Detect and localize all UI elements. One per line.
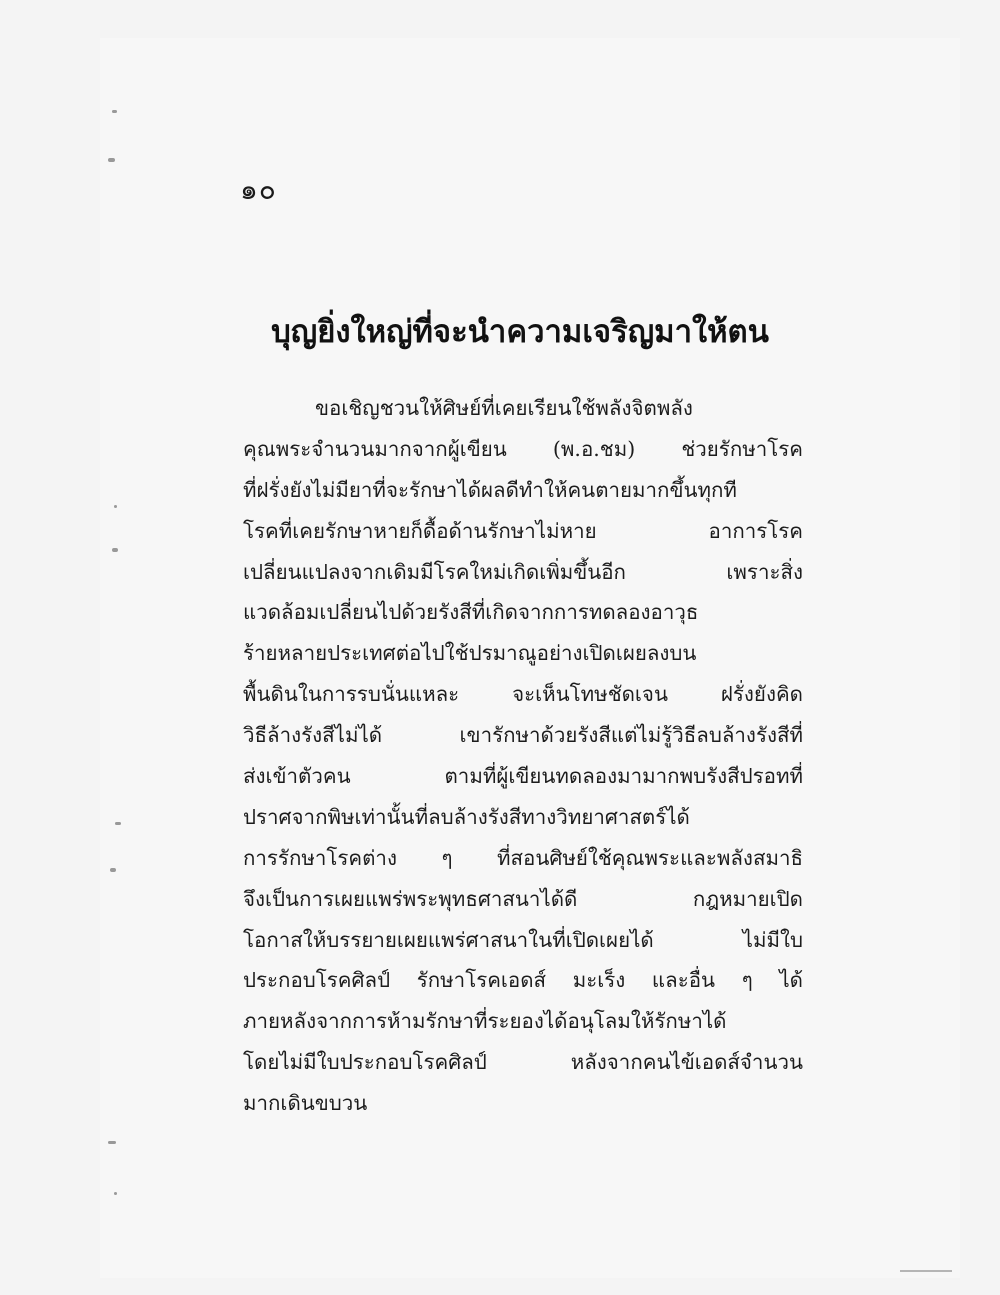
scan-speck [900, 1270, 952, 1272]
body-line: ขอเชิญชวนให้ศิษย์ที่เคยเรียนใช้พลังจิตพลัง [315, 396, 693, 420]
body-line: วิธีล้างรังสีไม่ได้ เขารักษาด้วยรังสีแต่ไม่รู้วิธีลบล้างรังสีที่ [243, 723, 803, 748]
body-line: ประกอบโรคศิลป์ รักษาโรคเอดส์ มะเร็ง และอื่น ๆ ได้ [243, 968, 803, 993]
scan-mark [108, 158, 115, 162]
body-line: การรักษาโรคต่าง ๆ ที่สอนศิษย์ใช้คุณพระและพลังสมาธิ [243, 845, 803, 870]
scan-mark [115, 822, 121, 825]
body-line: แวดล้อมเปลี่ยนไปด้วยรังสีที่เกิดจากการทดลองอาวุธ [243, 600, 699, 625]
body-line: ที่ฝรั่งยังไม่มียาที่จะรักษาได้ผลดีทำให้คนตายมากขึ้นทุกที [243, 477, 737, 502]
body-line: คุณพระจำนวนมากจากผู้เขียน (พ.อ.ชม) ช่วยรักษาโรค [243, 436, 803, 461]
body-line: ภายหลังจากการห้ามรักษาที่ระยองได้อนุโลมให้รักษาได้ [243, 1009, 727, 1034]
body-line: โรคที่เคยรักษาหายก็ดื้อด้านรักษาไม่หาย อาการโรค [243, 518, 803, 543]
body-line: โอกาสให้บรรยายเผยแพร่ศาสนาในที่เปิดเผยได้ ไม่มีใบ [243, 927, 803, 952]
body-line: จึงเป็นการเผยแพร่พระพุทธศาสนาได้ดี กฎหมายเปิด [243, 886, 803, 911]
body-line: พื้นดินในการรบนั่นแหละ จะเห็นโทษชัดเจน ฝรั่งยังคิด [243, 682, 803, 707]
body-line: ส่งเข้าตัวคน ตามที่ผู้เขียนทดลองมามากพบรังสีปรอทที่ [243, 764, 803, 789]
body-line: ร้ายหลายประเทศต่อไปใช้ปรมาณูอย่างเปิดเผยลงบน [243, 641, 697, 666]
scan-mark [112, 548, 118, 552]
scan-mark [108, 1141, 116, 1144]
scan-mark [112, 110, 117, 113]
body-line: เปลี่ยนแปลงจากเดิมมีโรคใหม่เกิดเพิ่มขึ้นอีก เพราะสิ่ง [243, 559, 803, 584]
body-text [243, 388, 803, 1124]
scan-mark [114, 505, 117, 508]
page-number: ๑๐ [240, 175, 277, 206]
scan-mark [110, 868, 116, 872]
body-line: ปราศจากพิษเท่านั้นที่ลบล้างรังสีทางวิทยาศาสตร์ได้ [243, 804, 690, 829]
body-line: โดยไม่มีใบประกอบโรคศิลป์ หลังจากคนไข้เอดส์จำนวน [243, 1050, 803, 1075]
page-title: บุญยิ่งใหญ่ที่จะนำความเจริญมาให้ตน [271, 314, 769, 350]
scan-mark [114, 1192, 117, 1195]
body-line: มากเดินขบวน [243, 1091, 368, 1116]
